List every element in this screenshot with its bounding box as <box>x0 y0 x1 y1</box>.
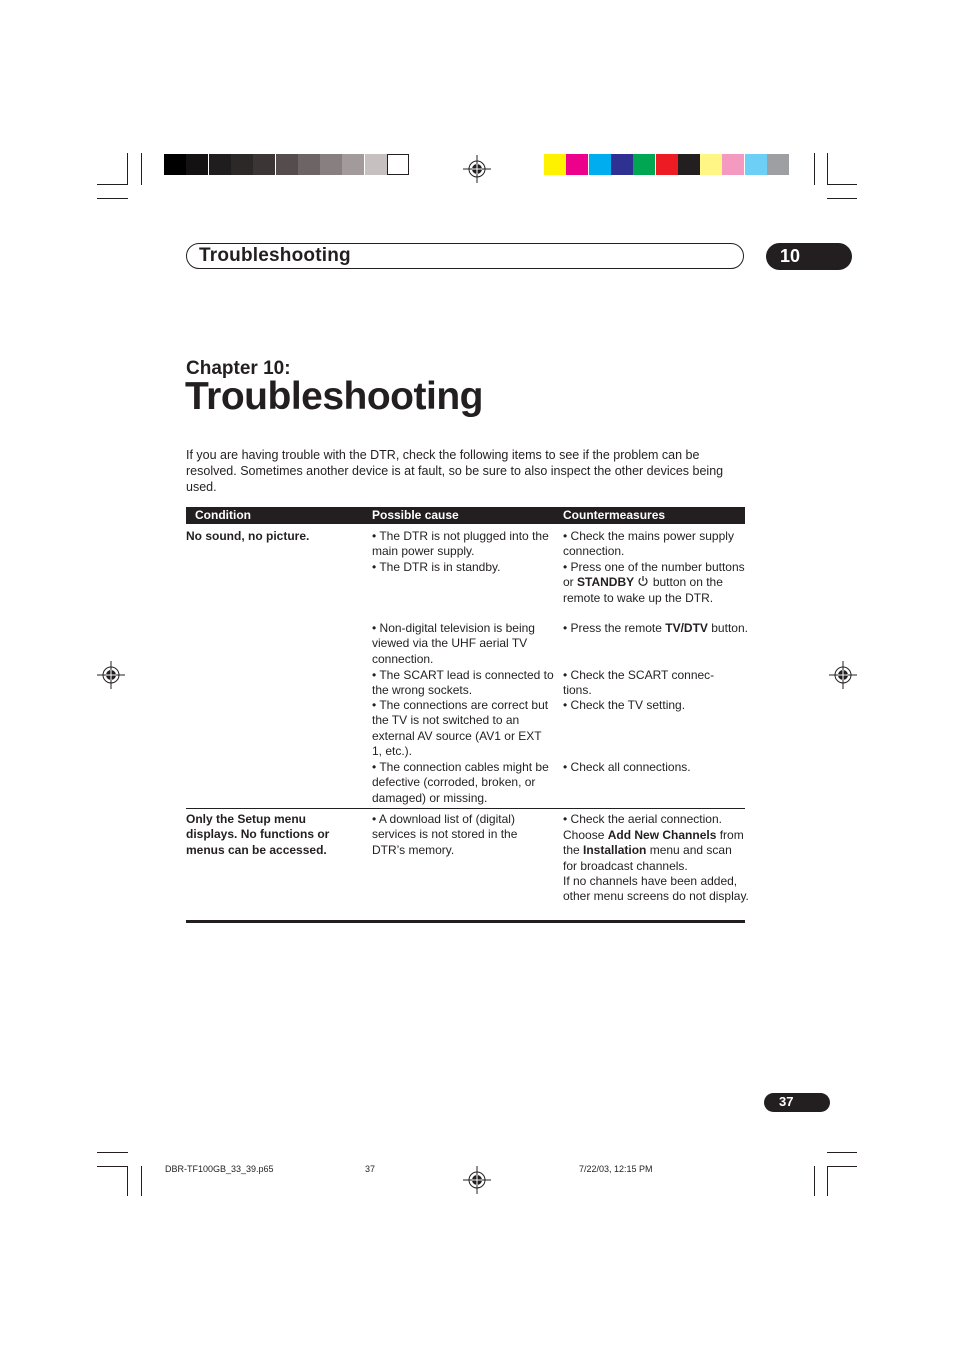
color-swatch <box>566 154 588 175</box>
crop-mark <box>827 1152 857 1153</box>
table-row-1-countermeasure: • Press one of the number buttons or STANDBY button on the remote to wake up the DTR. <box>563 560 745 605</box>
crop-mark <box>97 1166 128 1167</box>
table-row-2-condition: Only the Setup menu displays. No functions or menus can be accessed. <box>186 812 330 857</box>
table-row-1-countermeasure: • Check all connections. <box>563 760 691 774</box>
table-row-1-countermeasure: • Press the remote TV/DTV button. <box>563 621 748 635</box>
registration-mark-icon <box>829 661 857 689</box>
crop-mark <box>814 1166 815 1196</box>
intro-paragraph: If you are having trouble with the DTR, check the following items to see if the problem can be resolved. Sometimes another device is at fault, so be sure to also inspect the other devices being used. <box>186 448 724 494</box>
table-row-2-countermeasure: Choose Add New Channels from the Installation menu and scan for broadcast channels. <box>563 828 744 873</box>
gray-swatch <box>342 154 364 175</box>
gray-swatch <box>186 154 208 175</box>
table-header-countermeasures: Countermeasures <box>563 508 666 522</box>
power-icon <box>637 575 649 587</box>
crop-mark <box>827 198 857 199</box>
gray-swatch <box>298 154 320 175</box>
table-row-1-cause: • Non-digital television is being viewed via the UHF aerial TV connection. <box>372 621 535 666</box>
footer-filename: DBR-TF100GB_33_39.p65 <box>165 1164 274 1174</box>
color-swatch <box>611 154 633 175</box>
table-row-2-countermeasure: If no channels have been added, other menu screens do not display. <box>563 874 749 904</box>
registration-mark-icon <box>463 1166 491 1194</box>
page-number: 37 <box>779 1094 794 1109</box>
crop-mark <box>827 1166 857 1167</box>
crop-mark <box>97 198 128 199</box>
crop-mark <box>814 153 815 185</box>
gray-swatch <box>365 154 387 175</box>
crop-mark <box>141 153 142 185</box>
color-swatch <box>633 154 655 175</box>
gray-swatch <box>164 154 186 175</box>
crop-mark <box>827 1166 828 1196</box>
table-row-1-cause: • The DTR is in standby. <box>372 560 501 574</box>
registration-mark-icon <box>97 661 125 689</box>
gray-swatch <box>231 154 253 175</box>
section-header-title: Troubleshooting <box>199 245 351 266</box>
color-swatch <box>767 154 789 175</box>
color-swatch <box>589 154 611 175</box>
page-title: Troubleshooting <box>185 375 483 418</box>
color-swatch <box>678 154 700 175</box>
crop-mark <box>827 184 857 185</box>
chapter-number: 10 <box>780 246 801 266</box>
footer-timestamp: 7/22/03, 12:15 PM <box>579 1164 653 1174</box>
footer-page: 37 <box>365 1164 376 1174</box>
table-row-2-cause: • A download list of (digital) services is not stored in the DTR’s memory. <box>372 812 518 857</box>
table-row-1-cause: • The SCART lead is connected to the wrong sockets. <box>372 668 554 698</box>
crop-mark <box>97 1152 128 1153</box>
table-row-1-countermeasure: • Check the TV setting. <box>563 698 686 712</box>
table-row-1-cause: • The connections are correct but the TV is not switched to an external AV source (AV1 or EXT 1, etc.). <box>372 698 549 759</box>
gray-swatch <box>253 154 275 175</box>
table-header-condition: Condition <box>195 508 251 522</box>
table-row-1-countermeasure: • Check the mains power supply connection. <box>563 529 734 559</box>
table-row-2-countermeasure: • Check the aerial connection. <box>563 812 722 826</box>
color-swatch <box>656 154 678 175</box>
gray-swatch <box>276 154 298 175</box>
table-row-1-cause: • The connection cables might be defective (corroded, broken, or damaged) or missing. <box>372 760 549 805</box>
color-swatch <box>722 154 744 175</box>
chapter-number-badge <box>766 243 852 270</box>
color-swatch <box>745 154 767 175</box>
gray-swatch <box>209 154 231 175</box>
table-header-cause: Possible cause <box>372 508 459 522</box>
registration-mark-icon <box>463 155 491 183</box>
color-swatch <box>700 154 722 175</box>
crop-mark <box>141 1166 142 1196</box>
gray-swatch <box>387 154 409 175</box>
crop-mark <box>127 153 128 185</box>
crop-mark <box>827 153 828 185</box>
table-row-1-cause: • The DTR is not plugged into the main power supply. <box>372 529 549 559</box>
table-row-1-condition: No sound, no picture. <box>186 529 310 543</box>
crop-mark <box>97 184 128 185</box>
gray-swatch <box>320 154 342 175</box>
table-bottom-rule <box>186 920 745 923</box>
crop-mark <box>127 1166 128 1196</box>
page-number-badge <box>764 1093 830 1112</box>
chapter-label: Chapter 10: <box>186 358 291 379</box>
table-row-divider <box>186 808 745 809</box>
color-swatch <box>544 154 566 175</box>
table-row-1-countermeasure: • Check the SCART connec- tions. <box>563 668 715 698</box>
